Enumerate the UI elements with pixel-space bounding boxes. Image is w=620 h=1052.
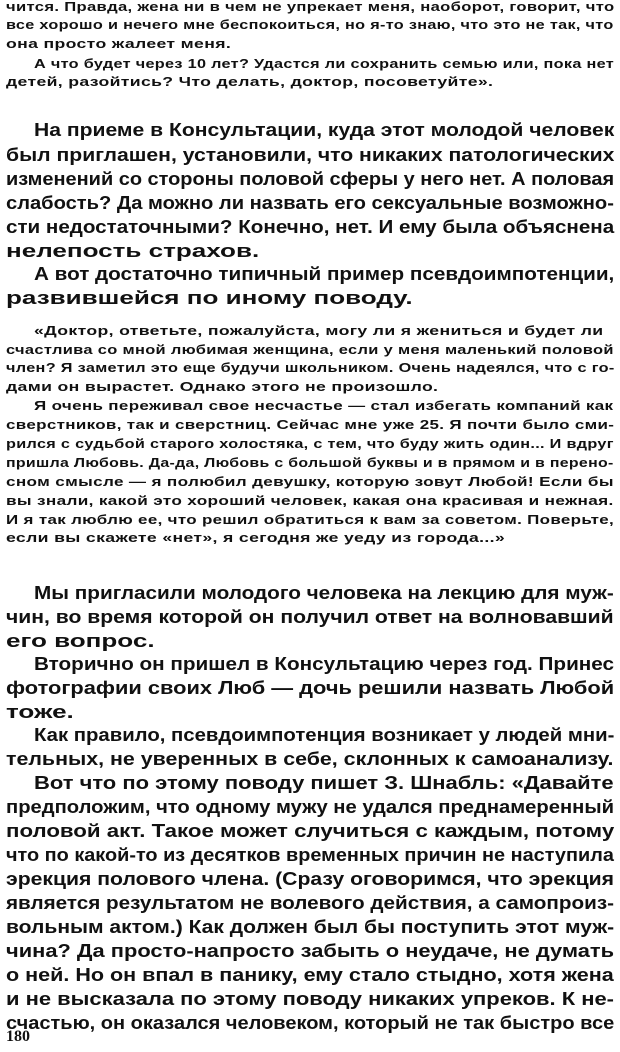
body-line: что по какой-то из десятков временных причин не наступила (6, 844, 614, 865)
body-line: фотографии своих Люб — дочь решили назвать Любой (6, 677, 615, 698)
letter-line: все хорошо и нечего мне беспокоиться, но я-то знаю, что это не так, что (6, 18, 614, 32)
letter-line: дами он вырастет. Однако этого не произошло. (6, 380, 439, 394)
body-line: его вопрос. (6, 630, 155, 651)
body-line: Вот что по этому поводу пишет З. Шнабль: «Давайте (34, 772, 614, 793)
body-line: был приглашен, установили, что никаких патологических (6, 144, 615, 165)
body-line: На приеме в Консультации, куда этот молодой человек (34, 119, 615, 140)
body-line: половой акт. Такое может случиться с каждым, потому (6, 820, 615, 841)
body-line: чина? Да просто-напросто забыть о неудаче, не думать (6, 940, 615, 961)
body-line: о ней. Но он впал в панику, ему стало стыдно, хотя жена (6, 964, 614, 985)
letter-line: чится. Правда, жена ни в чем не упрекает меня, наоборот, говорит, что (6, 0, 615, 14)
body-line: тоже. (6, 701, 74, 722)
body-line: изменений со стороны половой сферы у него нет. А половая (6, 168, 615, 189)
letter-line: вы знали, какой это хороший человек, какая она красивая и нежная. (6, 494, 614, 508)
body-line: чин, во время которой он получил ответ на волновавший (6, 606, 614, 627)
body-line: тельных, не уверенных в себе, склонных к самоанализу. (6, 748, 614, 769)
letter-line: счастлива со мной любимая женщина, если у меня маленький половой (6, 343, 614, 357)
letter-line: «Доктор, ответьте, пожалуйста, могу ли я жениться и будет ли (34, 324, 604, 338)
letter-line: И я так люблю ее, что решил обратиться к вам за советом. Поверьте, (6, 513, 615, 527)
body-line: Мы пригласили молодого человека на лекцию для муж- (34, 582, 614, 603)
body-line: А вот достаточно типичный пример псевдоимпотенции, (34, 263, 615, 284)
letter-line: А что будет через 10 лет? Удастся ли сохранить семью или, пока нет (34, 57, 615, 71)
body-line: слабость? Да можно ли назвать его сексуальные возможно- (6, 192, 614, 213)
body-line: развившейся по иному поводу. (6, 287, 413, 308)
body-line: и не высказала по этому поводу никаких упреков. К не- (6, 988, 615, 1009)
letter-line: член? Я заметил это еще будучи школьником. Очень надеялся, что с го- (6, 361, 615, 375)
page-number: 180 (6, 1028, 30, 1045)
body-line: предположим, что одному мужу не удался преднамеренный (6, 796, 615, 817)
letter-line: пришла Любовь. Да-да, Любовь с большой буквы и в прямом и в перено- (6, 456, 614, 470)
letter-line: детей, разойтись? Что делать, доктор, посоветуйте». (6, 75, 494, 89)
body-line: нелепость страхов. (6, 240, 260, 261)
letter-line: сверстников, так и сверстниц. Сейчас мне уже 25. Я почти было сми- (6, 418, 615, 432)
body-line: эрекция полового члена. (Сразу оговоримся, что эрекция (6, 868, 614, 889)
letter-line: рился с судьбой старого холостяка, с тем, что буду жить один... И вдруг (6, 437, 614, 451)
body-line: Вторично он пришел в Консультацию через год. Принес (34, 653, 615, 674)
letter-line: если вы скажете «нет», я сегодня же уеду из города...» (6, 531, 506, 545)
body-line: Как правило, псевдоимпотенция возникает у людей мни- (34, 724, 615, 745)
body-line: счастью, он оказался человеком, который не так быстро все (6, 1012, 615, 1033)
body-line: вольным актом.) Как должен был бы поступить этот муж- (6, 916, 615, 937)
letter-line: она просто жалеет меня. (6, 37, 232, 51)
body-line: сти недостаточными? Конечно, нет. И ему была объяснена (6, 216, 615, 237)
letter-line: сном смысле — я полюбил девушку, которую зовут Любой! Если бы (6, 475, 614, 489)
letter-line: Я очень переживал свое несчастье — стал избегать компаний как (34, 399, 614, 413)
body-line: является результатом не волевого действия, а самопроиз- (6, 892, 614, 913)
